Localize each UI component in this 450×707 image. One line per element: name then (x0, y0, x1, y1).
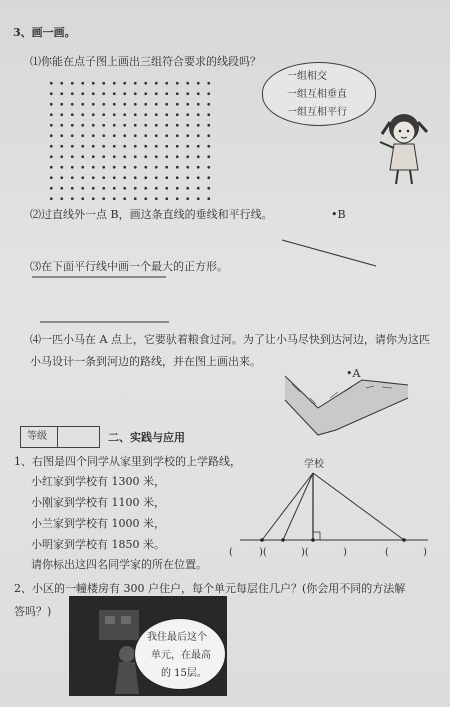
bubble-line-2: 一组互相垂直 (287, 89, 347, 100)
answer-blank-5[interactable]: ( (385, 547, 389, 558)
speech-line-1: 我住最后这个 (147, 632, 207, 643)
answer-blank-4[interactable]: ) (343, 547, 347, 558)
question-1: ⑴你能在点子图上画出三组符合要求的线段吗？ (30, 55, 261, 68)
given-line (282, 240, 376, 266)
distance-xiaolan: 小兰家到学校有 1000 米， (31, 517, 165, 530)
school-route-diagram (240, 473, 428, 542)
bubble-line-1: 一组相交 (287, 71, 327, 82)
point-a-label: •A (346, 367, 361, 380)
answer-blank-1[interactable]: ( (229, 547, 233, 558)
answer-blank-2[interactable]: )( (259, 547, 267, 558)
problem-1-intro: 1、右图是四个同学从家里到学校的上学路线， (14, 455, 241, 468)
bubble-line-3: 一组互相平行 (287, 107, 347, 118)
question-3: ⑶在下面平行线中画一个最大的正方形。 (30, 260, 228, 273)
speech-line-3: 的 15层。 (161, 668, 207, 679)
point-b-label: •B (331, 208, 346, 221)
grade-label: 等级 (27, 431, 47, 442)
distance-xiaogang: 小刚家到学校有 1100 米， (31, 496, 165, 509)
part-2-title: 二、实践与应用 (108, 431, 185, 444)
river-diagram (285, 376, 408, 435)
school-label: 学校 (304, 459, 324, 470)
answer-blank-6[interactable]: ) (423, 547, 427, 558)
question-4-line-1: ⑷一匹小马在 A 点上，它要驮着粮食过河。为了让小马尽快到达河边，请你为这匹 (30, 333, 430, 346)
section-heading: 3、画一画。 (13, 26, 76, 39)
problem-2-line-1: 2、小区的一幢楼房有 300 户住户，每个单元每层住几户？(你会用不同的方法解 (14, 582, 406, 595)
distance-xiaoming: 小明家到学校有 1850 米。 (31, 538, 165, 551)
question-2: ⑵过直线外一点 B，画这条直线的垂线和平行线。 (30, 208, 273, 221)
problem-2-line-2: 答吗？) (14, 605, 52, 618)
speech-line-2: 单元，在最高 (151, 650, 211, 661)
locate-instruction: 请你标出这四名同学家的所在位置。 (31, 558, 207, 571)
question-4-line-2: 小马设计一条到河边的路线，并在图上画出来。 (30, 355, 261, 368)
answer-blank-3[interactable]: )( (301, 547, 309, 558)
distance-xiaohong: 小红家到学校有 1300 米， (31, 475, 165, 488)
